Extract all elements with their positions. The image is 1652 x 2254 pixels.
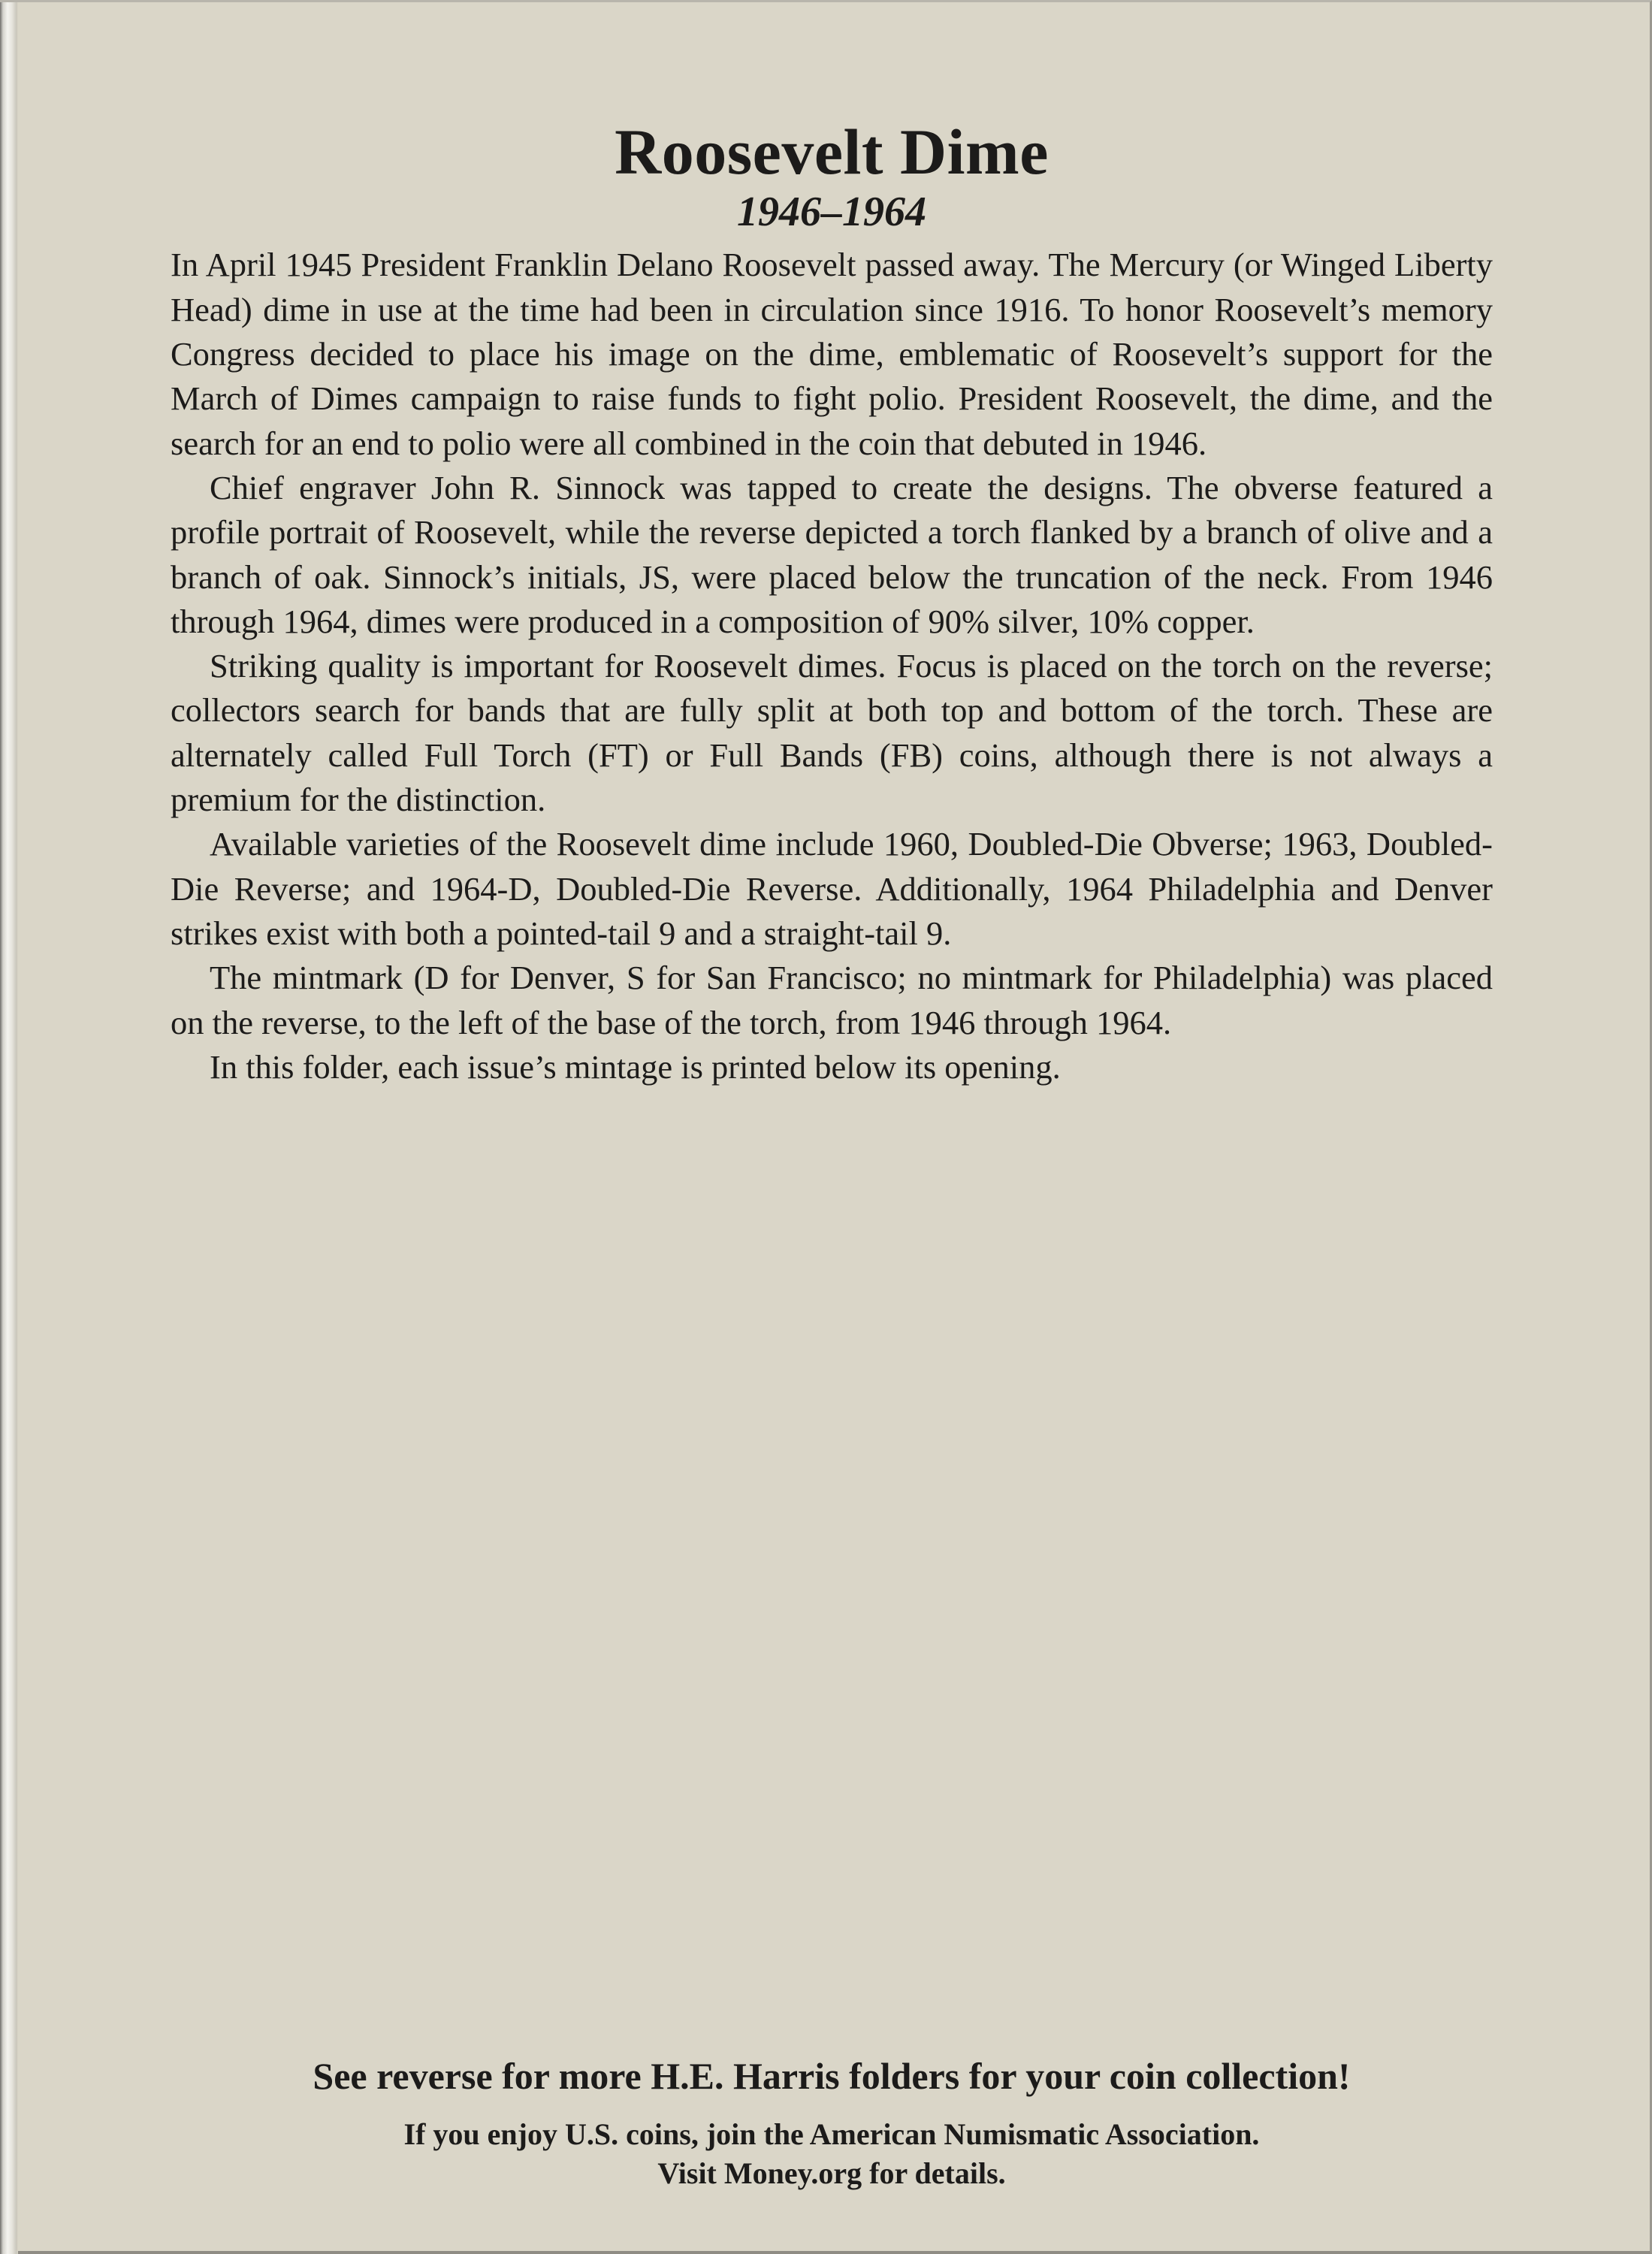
paragraph-history: In April 1945 President Franklin Delano Roosevelt passed away. The Mercury (or Winged Liberty Head) dime in use at the time had been in circulation since 1916. To honor Roosevelt’s memory Congress decided to place his image on the dime, emblematic of Roosevelt’s support for the March of Dimes campaign to raise funds to fight polio. President Roosevelt, the dime, and the search for an end to polio were all combined in the coin that debuted in 1946. [171, 246, 1493, 462]
footer-ana-line: If you enjoy U.S. coins, join the American Numismatic Association. [403, 2117, 1260, 2151]
date-range-subtitle: 1946–1964 [737, 188, 926, 235]
footer [171, 2053, 1493, 2193]
paragraph-design: Chief engraver John R. Sinnock was tapped to create the designs. The obverse featured a profile portrait of Roosevelt, while the reverse depicted a torch flanked by a branch of olive and a branch of oak. Sinnock’s initials, JS, were placed below the truncation of the neck. From 1946 through 1964, dimes were produced in a composition of 90% silver, 10% copper. [171, 468, 1493, 640]
page-title: Roosevelt Dime [615, 116, 1049, 188]
paragraph-striking-quality: Striking quality is important for Roosevelt dimes. Focus is placed on the torch on the reverse; collectors search for bands that are fully split at both top and bottom of the torch. These are alternately called Full Torch (FT) or Full Bands (FB) coins, although there is not always a premium for the distinction. [171, 647, 1493, 819]
article [171, 115, 1493, 1089]
paragraph-varieties: Available varieties of the Roosevelt dime include 1960, Doubled-Die Obverse; 1963, Doubled-Die Reverse; and 1964-D, Doubled-Die Reverse. Additionally, 1964 Philadelphia and Denver strikes exist with both a pointed-tail 9 and a straight-tail 9. [171, 825, 1493, 952]
footer-headline: See reverse for more H.E. Harris folders for your coin collection! [313, 2055, 1351, 2097]
footer-website-line: Visit Money.org for details. [657, 2156, 1006, 2190]
paragraph-folder-note: In this folder, each issue’s mintage is printed below its opening. [210, 1047, 1061, 1086]
paragraph-mintmark: The mintmark (D for Denver, S for San Francisco; no mintmark for Philadelphia) was placed on the reverse, to the left of the base of the torch, from 1946 through 1964. [171, 959, 1493, 1041]
article-body [171, 243, 1493, 1089]
folder-spine-edge [0, 2, 18, 2254]
